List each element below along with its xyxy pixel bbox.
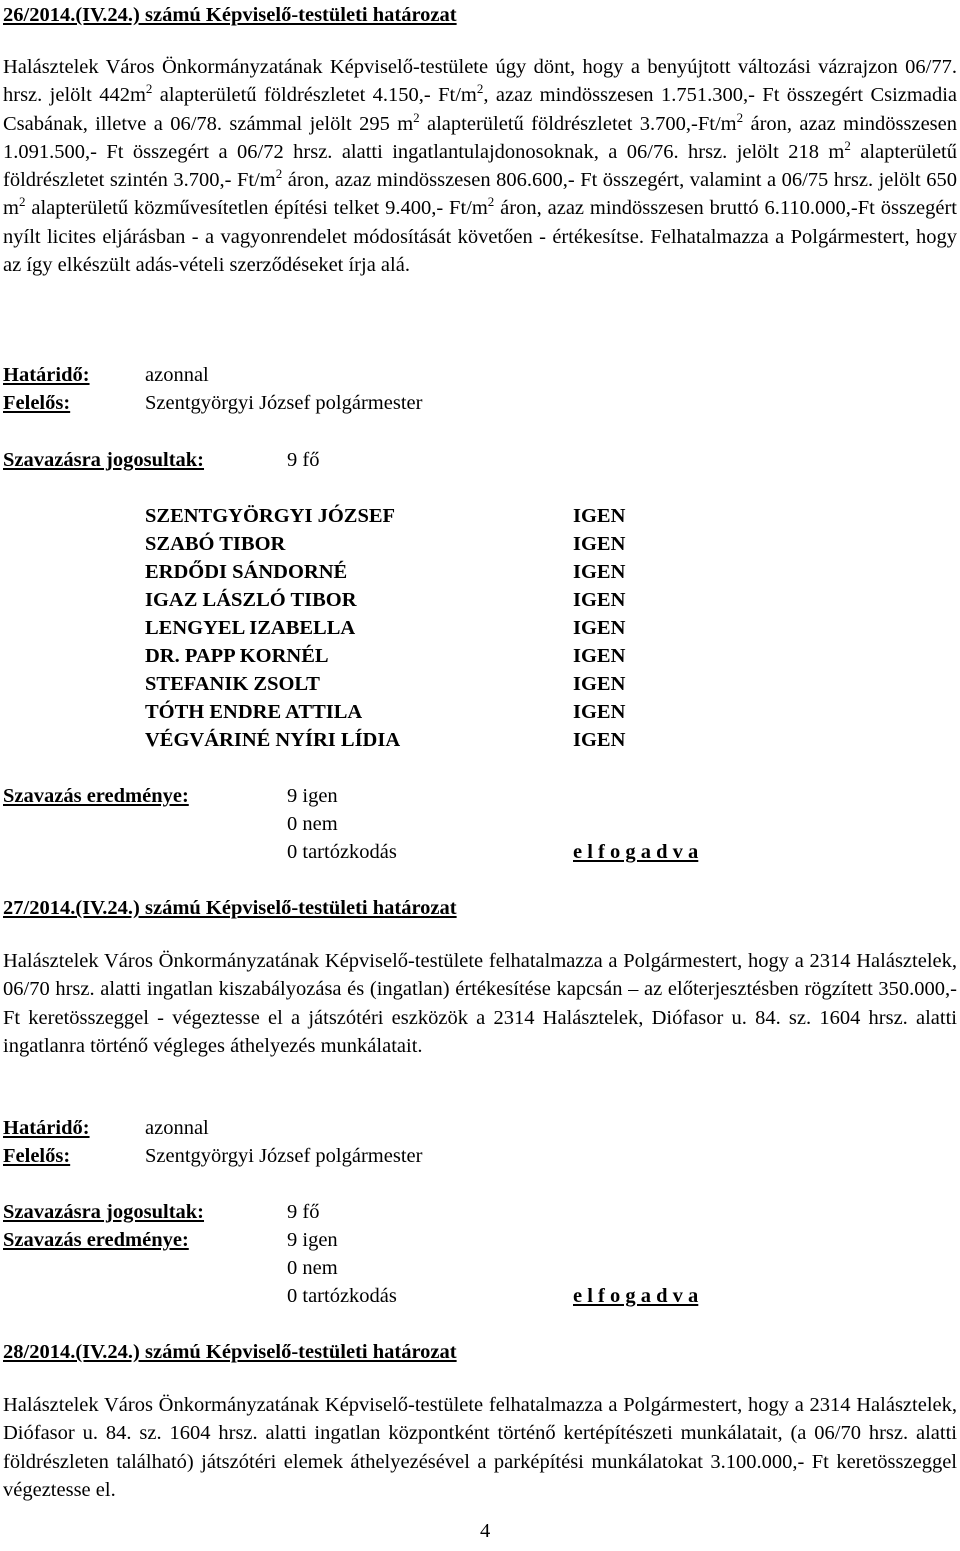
superscript: 2: [487, 194, 495, 210]
voter-vote: IGEN: [573, 533, 626, 555]
voter-vote: IGEN: [573, 729, 626, 751]
vote-outcome: e l f o g a d v a: [573, 1285, 699, 1307]
no-count: 0 nem: [287, 813, 338, 835]
resolution-heading-27: 27/2014.(IV.24.) számú Képviselő-testületi határozat: [3, 897, 457, 919]
superscript: 2: [413, 109, 420, 125]
voter-vote: IGEN: [573, 701, 626, 723]
resolution-body-28: Halásztelek Város Önkormányzatának Képviselő-testülete felhatalmazza a Polgármestert, hogy a 2314 Halásztelek, Diófasor u. 84. sz. 1604 hrsz. alatti ingatlan központként történő kertépítészeti munkálatait, (a 06/70 hrsz. alatti földrészleten található) játszótéri elemek áthelyezésével a parképítési munkálatokat 3.100.000,- Ft keretösszeggel végeztesse el.: [3, 1394, 957, 1501]
voter-vote: IGEN: [573, 505, 626, 527]
vote-outcome: e l f o g a d v a: [573, 841, 699, 863]
voter-name: IGAZ LÁSZLÓ TIBOR: [145, 589, 357, 611]
resolution-heading-28: 28/2014.(IV.24.) számú Képviselő-testületi határozat: [3, 1341, 457, 1363]
abstain-count: 0 tartózkodás: [287, 1285, 397, 1307]
responsible-label: Felelős:: [3, 392, 71, 414]
voter-vote: IGEN: [573, 645, 626, 667]
voter-vote: IGEN: [573, 673, 626, 695]
body-text-segment: alapterületű földrészletet szintén 3.700,- Ft/m: [3, 140, 957, 192]
voter-name: STEFANIK ZSOLT: [145, 673, 320, 695]
body-text-segment: alapterületű földrészletet 4.150,- Ft/m: [152, 84, 477, 107]
deadline-value: azonnal: [145, 1117, 209, 1139]
abstain-count: 0 tartózkodás: [287, 841, 397, 863]
eligible-voters-label: Szavazásra jogosultak:: [3, 1201, 205, 1223]
superscript: 2: [736, 109, 744, 125]
yes-count: 9 igen: [287, 785, 338, 807]
superscript: 2: [275, 166, 283, 182]
voter-name: LENGYEL IZABELLA: [145, 617, 356, 639]
superscript: 2: [145, 81, 153, 97]
voter-vote: IGEN: [573, 561, 626, 583]
responsible-label: Felelős:: [3, 1145, 71, 1167]
resolution-body-26: [3, 53, 957, 279]
yes-count: 9 igen: [287, 1229, 338, 1251]
body-text-segment: alapterületű közművesítetlen építési telket 9.400,- Ft/m: [25, 197, 488, 220]
responsible-value: Szentgyörgyi József polgármester: [145, 392, 423, 414]
no-count: 0 nem: [287, 1257, 338, 1279]
superscript: 2: [476, 81, 484, 97]
body-text-segment: , azaz mindösszesen 1.751.300,- Ft összegért Csizmadia Csabának, illetve a 06/78. számmal jelölt 295 m: [3, 84, 957, 135]
body-text-segment: áron, azaz mindösszesen 806.600,- Ft összegért, valamint a 06/75 hrsz. jelölt 650 m: [3, 169, 957, 220]
voter-name: SZABÓ TIBOR: [145, 533, 286, 555]
superscript: 2: [844, 137, 851, 153]
page-number: 4: [480, 1520, 491, 1542]
eligible-voters-value: 9 fő: [287, 449, 320, 471]
voter-name: SZENTGYÖRGYI JÓZSEF: [145, 505, 396, 527]
voter-name: VÉGVÁRINÉ NYÍRI LÍDIA: [145, 729, 401, 751]
voter-vote: IGEN: [573, 617, 626, 639]
eligible-voters-value: 9 fő: [287, 1201, 320, 1223]
resolution-body-27: Halásztelek Város Önkormányzatának Képviselő-testülete felhatalmazza a Polgármestert, hogy a 2314 Halásztelek, 06/70 hrsz. alatti ingatlan kiszabályozása és (ingatlan) értékesítése kapcsán – az előterjesztésben rögzített 350.000,- Ft keretösszeggel - végeztesse el a játszótéri eszközök a 2314 Halásztelek, Diófasor u. 84. sz. 1604 hrsz. alatti ingatlanra történő végleges áthelyezés munkálatait.: [3, 950, 957, 1057]
superscript: 2: [18, 194, 26, 210]
vote-result-label: Szavazás eredménye:: [3, 1229, 189, 1251]
deadline-label: Határidő:: [3, 364, 90, 386]
voter-name: TÓTH ENDRE ATTILA: [145, 701, 363, 723]
deadline-value: azonnal: [145, 364, 209, 386]
body-text-segment: áron, azaz mindösszesen bruttó 6.110.000,-Ft összegért nyílt licites eljárásban - a vagyonrendelet módosítását követően - értékesítse. Felhatalmazza a Polgármestert, hogy az így elkészült adás-vételi szerződéseket írja alá.: [3, 197, 957, 277]
responsible-value: Szentgyörgyi József polgármester: [145, 1145, 423, 1167]
voter-name: DR. PAPP KORNÉL: [145, 645, 329, 667]
voter-vote: IGEN: [573, 589, 626, 611]
deadline-label: Határidő:: [3, 1117, 90, 1139]
voter-name: ERDŐDI SÁNDORNÉ: [145, 561, 348, 583]
body-text-segment: áron, azaz mindösszesen 1.091.500,- Ft összegért a 06/72 hrsz. alatti ingatlantulajdonosoknak, a 06/76. hrsz. jelölt 218 m: [3, 112, 957, 163]
eligible-voters-label: Szavazásra jogosultak:: [3, 449, 205, 471]
resolution-heading-26: 26/2014.(IV.24.) számú Képviselő-testületi határozat: [3, 4, 457, 26]
body-text-segment: Halásztelek Város Önkormányzatának Képviselő-testülete úgy dönt, hogy a benyújtott változási vázrajzon 06/77. hrsz. jelölt 442m: [3, 56, 957, 107]
vote-result-label: Szavazás eredménye:: [3, 785, 189, 807]
body-text-segment: alapterületű földrészletet 3.700,-Ft/m: [419, 112, 737, 135]
